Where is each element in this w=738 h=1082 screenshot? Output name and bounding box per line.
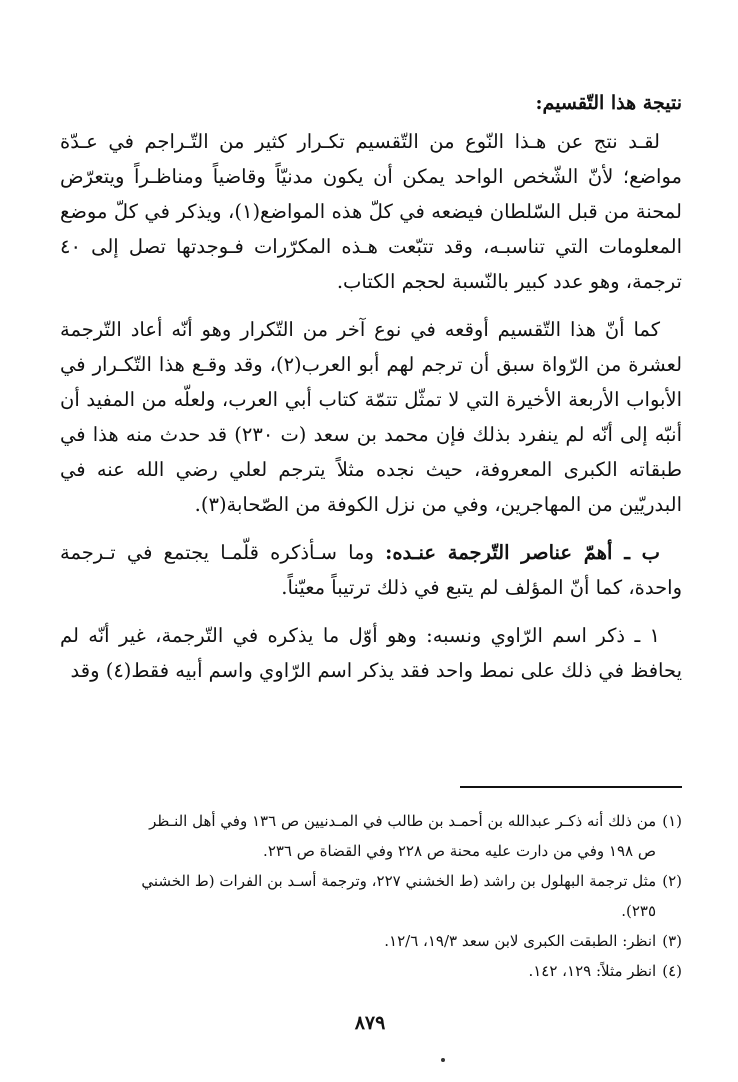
section-b-paragraph	[60, 535, 682, 605]
footnote-text: انظر: الطبقت الكبرى لابن سعد ١٩/٣، ١٢/٦.	[384, 932, 657, 950]
footnote-4	[60, 956, 682, 986]
paragraph-2: كما أنّ هذا التّقسيم أوقعه في نوع آخر من التّكرار وهو أنّه أعاد التّرجمة لعشرة من الرّواة سبق أن ترجم لهم أبو العرب(٢)، وقد وقـع هذا التّكـرار في الأبواب الأربعة الأخيرة التي لا تمثّل تتمّة كتاب أبي العرب، ولعلّه من المفيد أن أنبّه إلى أنّه لم ينفرد بذلك فإن محمد بن سعد (ت ٢٣٠) قد حدث منه هذا في طبقاته الكبرى المعروفة، حيث نجده مثلاً يترجم لعلي رضي الله عنه في البدريّين من المهاجرين، وفي من نزل الكوفة من الصّحابة(٣).	[60, 318, 683, 516]
footnote-1-continuation: ص ١٩٨ وفي من دارت عليه محنة ص ٢٢٨ وفي القضاة ص ٢٣٦.	[263, 842, 656, 860]
footnote-2-continuation: ٢٣٥).	[621, 902, 656, 920]
section-heading: نتيجة هذا التّقسيم:	[535, 92, 682, 114]
paragraph-1: لقـد نتج عن هـذا النّوع من التّقسيم تكـرار كثير من التّـراجم في عـدّة مواضع؛ لأنّ الشّخص الواحد يمكن أن يكون مدنيّاً وقاضياً ومناظـراً ويتعرّض لمحنة من قبل السّلطان فيضعه في كلّ هذه المواضع(١)، ويذكر في كلّ موضع المعلومات التي تناسبـه، وقد تتبّعت هـذه المكرّرات فـوجدتها تصل إلى ٤٠ ترجمة، وهو عدد كبير بالنّسبة لحجم الكتاب.	[60, 130, 682, 293]
footnote-number: (٢)	[662, 872, 682, 890]
item-1-label: ١ ـ ذكر اسم الرّاوي ونسبه:	[426, 624, 661, 647]
footnote-3	[60, 926, 682, 956]
footnote-1	[60, 806, 682, 836]
item-1-text: وهو أوّل ما يذكره في التّرجمة، غير أنّه لم يحافظ في ذلك على نمط واحد فقد يذكر اسم الرّاوي واسم أبيه فقط(٤) وقد	[60, 624, 682, 682]
footnotes	[60, 806, 682, 986]
section-b-text: وما سـأذكره قلّمـا يجتمع في تـرجمة واحدة، كما أنّ المؤلف لم يتبع في ذلك ترتيباً معيّناً.	[60, 541, 682, 599]
page-number: ٨٧٩	[354, 1012, 386, 1034]
main-text	[60, 88, 682, 701]
footnote-number: (٤)	[662, 962, 682, 980]
footnote-2	[60, 866, 682, 896]
decorative-dot	[441, 1058, 445, 1062]
item-1-paragraph	[60, 618, 682, 688]
footnote-text: من ذلك أنه ذكـر عبدالله بن أحمـد بن طالب في المـدنيين ص ١٣٦ وفي أهل النـظر	[149, 812, 657, 830]
footnote-separator	[460, 786, 682, 788]
footnote-number: (٣)	[662, 932, 682, 950]
footnote-text: مثل ترجمة البهلول بن راشد (ط الخشني ٢٢٧، وترجمة أسـد بن الفرات (ط الخشني	[141, 872, 657, 890]
footnote-text: انظر مثلاً: ١٢٩، ١٤٢.	[528, 962, 657, 980]
footnote-number: (١)	[662, 812, 682, 830]
section-b-label: ب ـ أهمّ عناصر التّرجمة عنـده:	[385, 541, 661, 564]
